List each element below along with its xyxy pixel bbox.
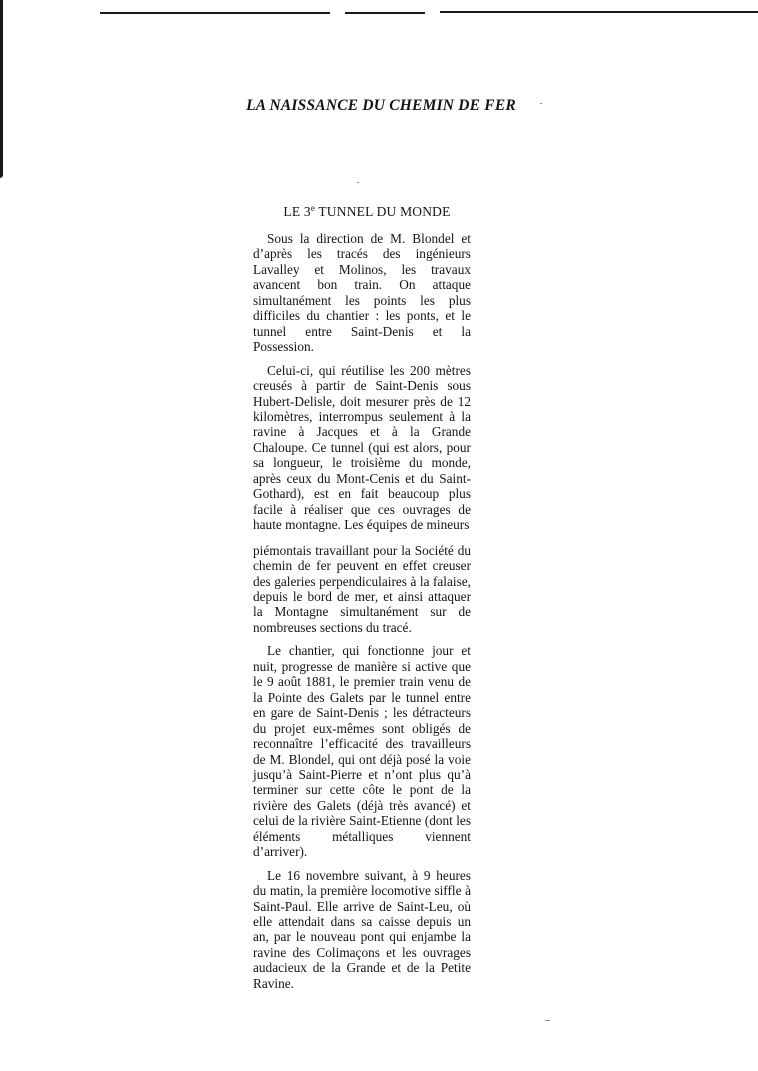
paragraph: Le chantier, qui fonctionne jour et nuit, progresse de manière si active que le 9 août 1881, le premier train venu de la Pointe des Galets par le tunnel entre en gare de Saint-Denis ; les détracteurs du projet eux-mêmes sont obligés de reconnaître l’efficacité des travailleurs de M. Blondel, qui ont déjà posé la voie jusqu’à Saint-Pierre et n’ont plus qu’à terminer sur cette côte le pont de la rivière des Galets (déjà très avancé) et celui de la rivière Saint-Etienne (dont les éléments métalliques viennent d’arriver). [253,643,471,860]
section-title-prefix: LE 3 [283,204,311,219]
scan-top-rule-middle [345,12,425,14]
scan-speck [545,1020,550,1021]
running-header: LA NAISSANCE DU CHEMIN DE FER [246,97,516,114]
section-title [253,204,471,220]
section-title-superscript: e [310,203,316,213]
paragraph-continued: piémontais travaillant pour la Société du chemin de fer peuvent en effet creuser des galeries perpendiculaires à la falaise, depuis le bord de mer, et ainsi attaquer la Montagne simultanément sur de nombreuses sections du tracé. [253,542,471,635]
paragraph: Le 16 novembre suivant, à 9 heures du matin, la première locomotive siffle à Saint-Paul. Elle arrive de Saint-Leu, où elle attendait dans sa caisse depuis un an, par le nouveau pont qui enjambe la ravine des Colimaçons et les ouvrages audacieux de la Grande et de la Petite Ravine. [253,867,471,991]
scan-left-edge-mark [0,0,3,178]
scan-speck [357,182,359,183]
article-column [253,204,471,991]
scan-top-rule-left [100,12,330,14]
paragraph: Sous la direction de M. Blondel et d’après les tracés des ingénieurs Lavalley et Molinos, les travaux avancent bon train. On attaque simultanément les points les plus difficiles du chantier : les ponts, et le tunnel entre Saint-Denis et la Possession. [253,231,471,355]
scan-speck [540,103,542,104]
section-title-suffix: TUNNEL DU MONDE [315,204,451,219]
paragraph: Celui-ci, qui réutilise les 200 mètres creusés à partir de Saint-Denis sous Hubert-Delisle, doit mesurer près de 12 kilomètres, interrompus seulement à la ravine à Jacques et à la Grande Chaloupe. Ce tunnel (qui est alors, pour sa longueur, le troisième du monde, après ceux du Mont-Cenis et du Saint-Gothard), est en fait beaucoup plus facile à réaliser que ces ouvrages de haute montagne. Les équipes de mineurs [253,362,471,533]
scan-top-rule-right [440,11,758,13]
